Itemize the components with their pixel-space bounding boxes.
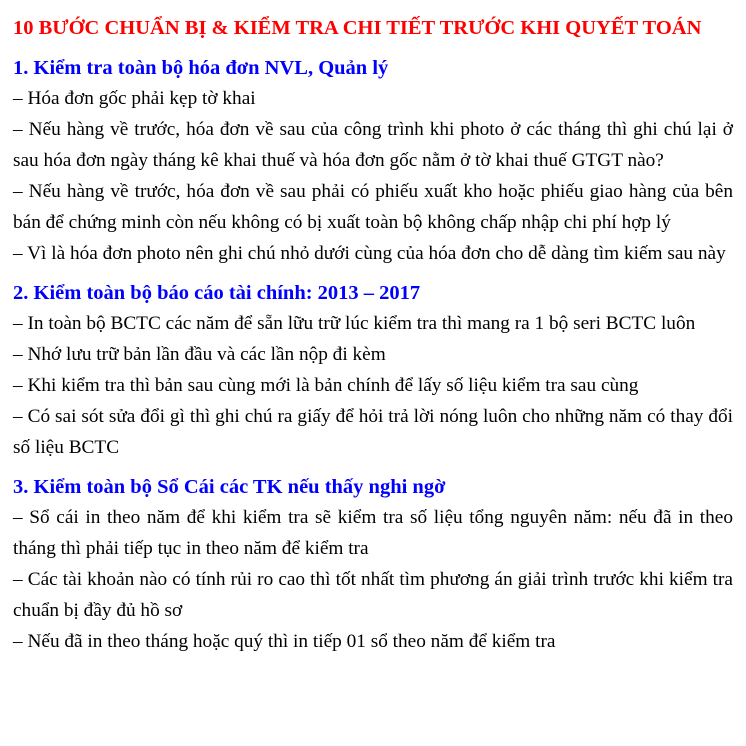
list-item: – Có sai sót sửa đổi gì thì ghi chú ra giấy để hỏi trả lời nóng luôn cho những năm có thay đổi số liệu BCTC (13, 406, 733, 458)
section-heading: 2. Kiểm toàn bộ báo cáo tài chính: 2013 – 2017 (13, 282, 421, 304)
section-1 (13, 53, 733, 269)
list-item: – Vì là hóa đơn photo nên ghi chú nhỏ dưới cùng của hóa đơn cho dễ dàng tìm kiếm sau này (13, 243, 726, 264)
list-item: – Nếu đã in theo tháng hoặc quý thì in tiếp 01 sổ theo năm để kiểm tra (13, 631, 556, 652)
section-3 (13, 472, 733, 657)
list-item: – Sổ cái in theo năm để khi kiểm tra sẽ kiểm tra số liệu tổng nguyên năm: nếu đã in theo tháng thì phải tiếp tục in theo năm để kiểm tra (13, 507, 733, 559)
document-title: 10 BƯỚC CHUẨN BỊ & KIỂM TRA CHI TIẾT TRƯỚC KHI QUYẾT TOÁN (13, 17, 702, 39)
section-heading: 3. Kiểm toàn bộ Sổ Cái các TK nếu thấy nghi ngờ (13, 476, 446, 498)
section-2 (13, 278, 733, 463)
list-item: – Nếu hàng về trước, hóa đơn về sau phải có phiếu xuất kho hoặc phiếu giao hàng của bên bán để chứng minh còn nếu không có bị xuất toàn bộ không chấp nhập chi phí hợp lý (13, 181, 733, 233)
list-item: – Hóa đơn gốc phải kẹp tờ khai (13, 88, 256, 109)
list-item: – Khi kiểm tra thì bản sau cùng mới là bản chính để lấy số liệu kiểm tra sau cùng (13, 375, 639, 396)
list-item: – In toàn bộ BCTC các năm để sẵn lữu trữ lúc kiểm tra thì mang ra 1 bộ seri BCTC luôn (13, 313, 696, 334)
list-item: – Nếu hàng về trước, hóa đơn về sau của công trình khi photo ở các tháng thì ghi chú lại ở sau hóa đơn ngày tháng kê khai thuế và hóa đơn gốc nằm ở tờ khai thuế GTGT nào? (13, 119, 733, 171)
list-item: – Nhớ lưu trữ bản lần đầu và các lần nộp đi kèm (13, 344, 386, 365)
section-heading: 1. Kiểm tra toàn bộ hóa đơn NVL, Quản lý (13, 57, 389, 79)
list-item: – Các tài khoản nào có tính rủi ro cao thì tốt nhất tìm phương án giải trình trước khi kiểm tra chuẩn bị đầy đủ hồ sơ (13, 569, 733, 621)
